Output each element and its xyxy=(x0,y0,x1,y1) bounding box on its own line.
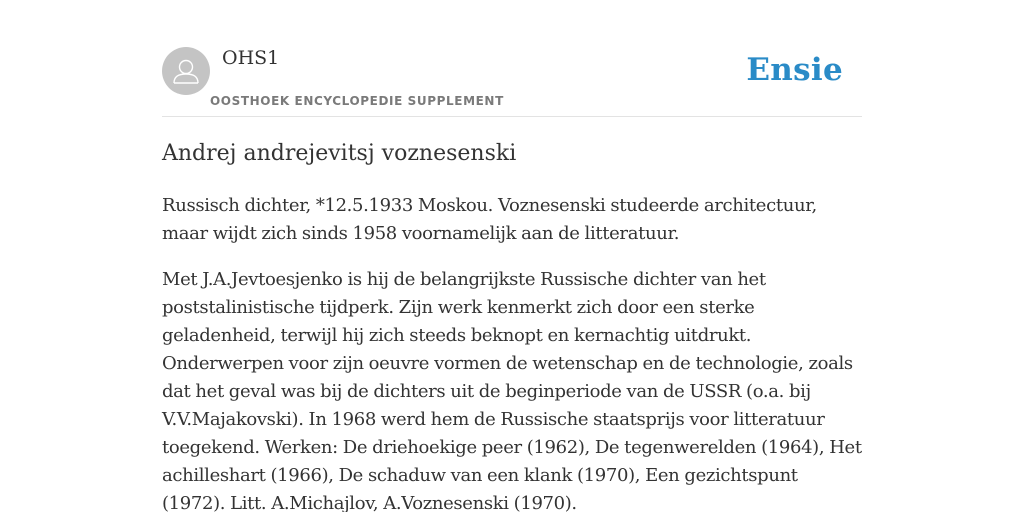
article-title: Andrej andrejevitsj voznesenski xyxy=(162,141,517,166)
brand-logo[interactable]: Ensie xyxy=(746,52,843,88)
user-icon xyxy=(162,47,210,95)
source-subtitle[interactable]: OOSTHOEK ENCYCLOPEDIE SUPPLEMENT xyxy=(210,94,504,108)
article-paragraph: Russisch dichter, *12.5.1933 Moskou. Voznesenski studeerde architectuur, maar wijdt zich sinds 1958 voornamelijk aan de litteratuur. xyxy=(162,195,817,244)
author-name[interactable]: OHS1 xyxy=(222,47,280,69)
avatar[interactable] xyxy=(162,47,210,95)
article-paragraph: Met J.A.Jevtoesjenko is hij de belangrijkste Russische dichter van het poststalinistische tijdperk. Zijn werk kenmerkt zich door een sterke geladenheid, terwijl hij zich steeds beknopt en kernachtig uitdrukt. Onderwerpen voor zijn oeuvre vormen de wetenschap en de technologie, zoals dat het geval was bij de dichters uit de beginperiode van de USSR (o.a. bij V.V.Majakovski). In 1968 werd hem de Russische staatsprijs voor litteratuur toegekend. Werken: De driehoekige peer (1962), De tegenwerelden (1964), Het achilleshart (1966), De schaduw van een klank (1970), Een gezichtspunt (1972). Litt. A.Michajlov, A.Voznesenski (1970). xyxy=(162,269,862,512)
header xyxy=(162,40,862,117)
article-body xyxy=(162,192,862,512)
